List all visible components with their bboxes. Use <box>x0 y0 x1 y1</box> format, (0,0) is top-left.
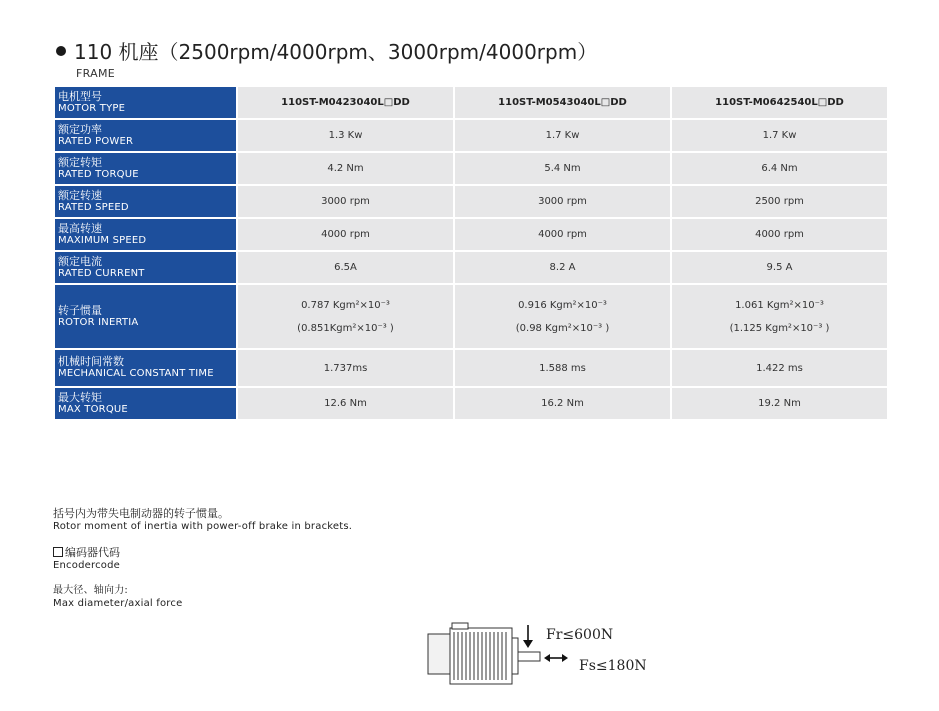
value-cell: 1.7 Kw <box>455 120 670 151</box>
value-cell: 1.588 ms <box>455 350 670 386</box>
inertia-value: 0.916 Kgm²×10⁻³ <box>518 299 607 311</box>
value-cell: 1.422 ms <box>672 350 887 386</box>
table-row-rated-speed <box>55 186 887 217</box>
row-header <box>55 219 236 250</box>
force-note <box>53 584 182 610</box>
value-cell: 6.4 Nm <box>672 153 887 184</box>
encoder-note-zh-text: 编码器代码 <box>65 546 120 559</box>
row-header <box>55 388 236 419</box>
encoder-note <box>53 546 120 572</box>
row-header-en: RATED CURRENT <box>58 267 145 279</box>
model-cell: 110ST-M0543040L□DD <box>455 87 670 118</box>
axial-force-arrow-icon <box>544 654 568 662</box>
value-cell: 3000 rpm <box>238 186 453 217</box>
table-row-rated-torque <box>55 153 887 184</box>
section-heading <box>56 36 597 80</box>
value-cell: 12.6 Nm <box>238 388 453 419</box>
inertia-brake-value: (0.98 Kgm²×10⁻³ ) <box>515 322 610 334</box>
table-row-rated-power <box>55 120 887 151</box>
row-header <box>55 87 236 118</box>
value-cell: 1.7 Kw <box>672 120 887 151</box>
radial-force-arrow-icon <box>523 625 533 648</box>
row-header <box>55 153 236 184</box>
model-cell: 110ST-M0423040L□DD <box>238 87 453 118</box>
radial-force-label: Fr≤600N <box>546 627 614 643</box>
inertia-cell <box>672 285 887 348</box>
value-cell: 1.737ms <box>238 350 453 386</box>
value-cell: 2500 rpm <box>672 186 887 217</box>
value-cell: 4.2 Nm <box>238 153 453 184</box>
row-header-en: MAX TORQUE <box>58 403 128 415</box>
encoder-note-en: Encodercode <box>53 560 120 571</box>
force-note-zh: 最大径、轴向力: <box>53 585 128 596</box>
table-row-max-torque <box>55 388 887 419</box>
value-cell: 1.3 Kw <box>238 120 453 151</box>
table-row-rated-current <box>55 252 887 283</box>
motor-body-icon <box>428 623 540 684</box>
table-row-mechanical-time <box>55 350 887 386</box>
row-header-zh: 额定转速 <box>58 188 102 202</box>
inertia-brake-value: (0.851Kgm²×10⁻³ ) <box>297 322 394 334</box>
value-cell: 9.5 A <box>672 252 887 283</box>
force-note-en: Max diameter/axial force <box>53 598 183 609</box>
square-icon <box>53 547 63 557</box>
value-cell: 4000 rpm <box>672 219 887 250</box>
value-cell: 3000 rpm <box>455 186 670 217</box>
inertia-brake-value: (1.125 Kgm²×10⁻³ ) <box>729 322 830 334</box>
row-header-en: ROTOR INERTIA <box>58 316 139 328</box>
row-header-en: RATED TORQUE <box>58 168 139 180</box>
row-header-en: MECHANICAL CONSTANT TIME <box>58 368 214 379</box>
inertia-cell <box>455 285 670 348</box>
row-header-zh: 最高转速 <box>58 221 102 235</box>
page-subtitle: FRAME <box>76 67 115 80</box>
page-title <box>56 36 597 65</box>
row-header-zh: 额定电流 <box>58 254 102 268</box>
value-cell: 16.2 Nm <box>455 388 670 419</box>
row-header-en: MOTOR TYPE <box>58 102 126 114</box>
row-header <box>55 350 236 386</box>
row-header-zh: 电机型号 <box>58 89 102 103</box>
row-header-en: MAXIMUM SPEED <box>58 234 147 246</box>
row-header-zh: 机械时间常数 <box>58 355 124 368</box>
row-header <box>55 285 236 348</box>
brake-note-zh: 括号内为带失电制动器的转子惯量。 <box>53 507 229 520</box>
title-text: 110 机座（2500rpm/4000rpm、3000rpm/4000rpm） <box>74 40 598 64</box>
model-cell: 110ST-M0642540L□DD <box>672 87 887 118</box>
value-cell: 6.5A <box>238 252 453 283</box>
inertia-value: 0.787 Kgm²×10⁻³ <box>301 299 390 311</box>
row-header-en: RATED SPEED <box>58 201 129 213</box>
table-row-motor-type <box>55 87 887 118</box>
row-header <box>55 186 236 217</box>
row-header-zh: 额定功率 <box>58 122 102 136</box>
bullet-icon <box>56 46 66 56</box>
row-header-en: RATED POWER <box>58 135 134 147</box>
row-header-zh: 额定转矩 <box>58 155 102 169</box>
row-header <box>55 120 236 151</box>
motor-diagram <box>418 622 658 692</box>
table-row-maximum-speed <box>55 219 887 250</box>
axial-force-label: Fs≤180N <box>579 658 647 674</box>
row-header <box>55 252 236 283</box>
row-header-zh: 最大转矩 <box>58 390 102 404</box>
value-cell: 4000 rpm <box>455 219 670 250</box>
value-cell: 19.2 Nm <box>672 388 887 419</box>
encoder-note-zh <box>53 546 120 559</box>
inertia-cell <box>238 285 453 348</box>
inertia-value: 1.061 Kgm²×10⁻³ <box>735 299 824 311</box>
motor-spec-table <box>53 85 889 421</box>
row-header-zh: 转子惯量 <box>58 303 102 317</box>
table-row-rotor-inertia <box>55 285 887 348</box>
value-cell: 4000 rpm <box>238 219 453 250</box>
value-cell: 8.2 A <box>455 252 670 283</box>
value-cell: 5.4 Nm <box>455 153 670 184</box>
brake-note-en: Rotor moment of inertia with power-off brake in brackets. <box>53 521 353 532</box>
brake-note <box>53 507 352 533</box>
